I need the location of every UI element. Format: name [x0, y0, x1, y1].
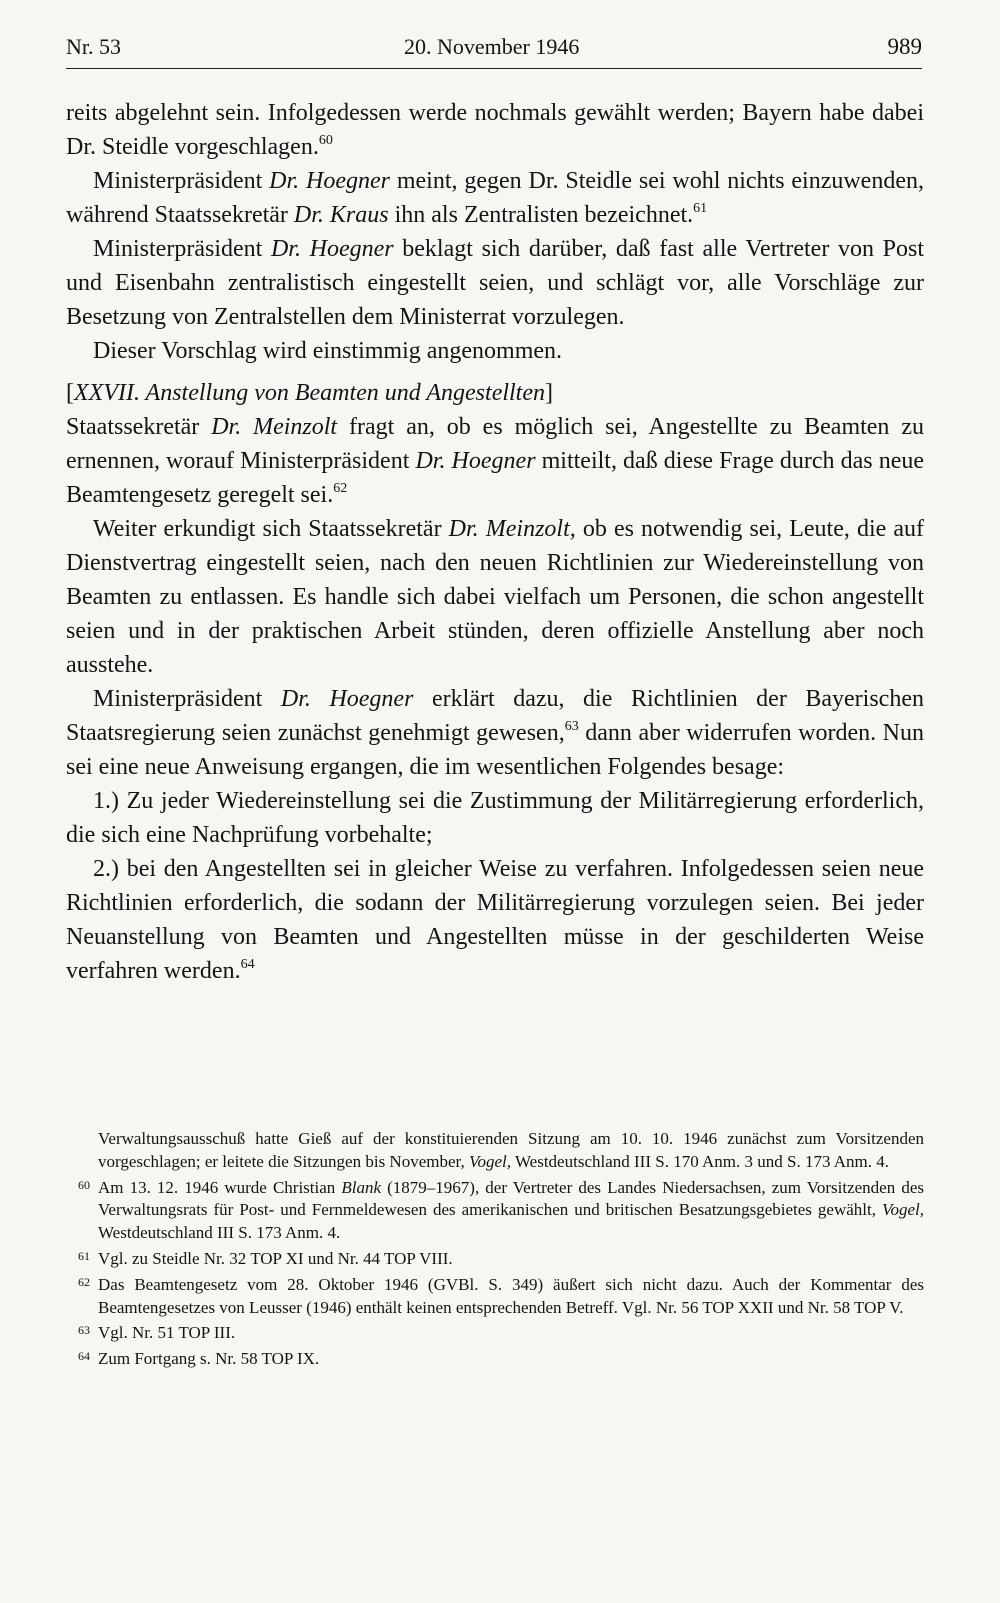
paragraph: Ministerpräsident Dr. Hoegner meint, gegen Dr. Steidle sei wohl nichts einzuwenden, während Staatssekretär Dr. Kraus ihn als Zentralisten bezeichnet.$^{61}$ — [66, 168, 924, 228]
footnote-continuation: Verwaltungsausschuß hatte Gieß auf der konstituierenden Sitzung am 10. 10. 1946 zunächst zum Vorsitzenden vorgeschlagen; er leitete die Sitzungen bis November, Vogel, Westdeutschland III S. 170 Anm. 3 und S. 173 Anm. 4. — [98, 1129, 924, 1171]
footnote-61: 61 Vgl. zu Steidle Nr. 32 TOP XI und Nr. 44 TOP VIII. — [66, 1248, 924, 1271]
person-name: Dr. Hoegner — [415, 448, 536, 474]
person-name: Dr. Meinzolt — [211, 414, 338, 440]
person-name: Dr. Hoegner — [269, 168, 390, 194]
list-item: 1.) Zu jeder Wiedereinstellung sei die Zustimmung der Militärregierung erforderlich, die sich eine Nachprüfung vorbehalte; — [66, 788, 924, 848]
footnote-ref: 62 — [333, 481, 348, 496]
list-item: 2.) bei den Angestellten sei in gleicher Weise zu verfahren. Infolgedessen seien neue Richtlinien erforderlich, die sodann der Militärregierung vorzulegen seien. Bei jeder Neuanstellung von Beamten und Angestellten müsse in der geschilderten Weise verfahren werden.$^{64}$ — [66, 856, 924, 984]
person-name: Dr. Hoegner — [270, 236, 394, 262]
footnote-number: 63 — [78, 1323, 90, 1338]
footnote-ref: 64 — [240, 957, 255, 972]
paragraph: Ministerpräsident Dr. Hoegner beklagt sich darüber, daß fast alle Vertreter von Post und Eisenbahn zentralistisch eingestellt seien, und schlägt vor, alle Vorschläge zur Besetzung von Zentralstellen dem Ministerrat vorzulegen. — [66, 236, 924, 330]
paragraph: Dieser Vorschlag wird einstimmig angenommen. — [93, 338, 563, 364]
paragraph: Staatssekretär Dr. Meinzolt fragt an, ob es möglich sei, Angestellte zu Beamten zu ernennen, worauf Ministerpräsident Dr. Hoegner mitteilt, daß diese Frage durch das neue Beamtengesetz geregelt sei.$^{62}$ — [66, 414, 924, 508]
footnote-64: 64 Zum Fortgang s. Nr. 58 TOP IX. — [66, 1348, 924, 1371]
footnotes — [66, 1128, 924, 1374]
footnote-ref: 61 — [693, 201, 708, 216]
footnote-number: 60 — [78, 1177, 90, 1192]
footnote-62: 62 Das Beamtengesetz vom 28. Oktober 1946 (GVBl. S. 349) äußert sich nicht dazu. Auch der Kommentar des Beamtengesetzes von Leusser (1946) enthält keinen entsprechenden Betreff. Vgl. Nr. 56 TOP XXII und Nr. 58 TOP V. — [66, 1274, 924, 1320]
person-name: Dr. Hoegner — [280, 686, 414, 712]
footnote-60: 60 Am 13. 12. 1946 wurde Christian Blank (1879–1967), der Vertreter des Landes Niedersachsen, zum Vorsitzenden des Verwaltungsrats für Post- und Fernmeldewesen des amerikanischen und britischen Besatzungsgebietes gewählt, Vogel, Westdeutschland III S. 173 Anm. 4. — [66, 1177, 924, 1245]
header-date: 20. November 1946 — [404, 34, 580, 59]
footnote-number: 62 — [78, 1274, 90, 1289]
paragraph: Ministerpräsident Dr. Hoegner erklärt dazu, die Richtlinien der Bayerischen Staatsregierung seien zunächst genehmigt gewesen,$^{63}$ dann aber widerrufen worden. Nun sei eine neue Anweisung ergangen, die im wesentlichen Folgendes besage: — [66, 686, 924, 780]
footnote-number: 64 — [78, 1349, 90, 1364]
person-name: Dr. Kraus — [293, 202, 389, 228]
section-heading: [XXVII. Anstellung von Beamten und Angestellten] — [66, 380, 553, 406]
running-header — [66, 32, 922, 69]
footnote-ref: 63 — [564, 719, 579, 734]
paragraph: reits abgelehnt sein. Infolgedessen werde nochmals gewählt werden; Bayern habe dabei Dr. Steidle vorgeschlagen.$^{60}$ — [66, 100, 924, 160]
footnote-number: 61 — [78, 1248, 90, 1263]
page-number: 989 — [887, 34, 922, 59]
footnote-63: 63 Vgl. Nr. 51 TOP III. — [66, 1322, 924, 1345]
main-text — [66, 96, 924, 988]
footnote-ref: 60 — [318, 133, 333, 148]
issue-number: Nr. 53 — [66, 34, 121, 59]
paragraph: Weiter erkundigt sich Staatssekretär Dr. Meinzolt, ob es notwendig sei, Leute, die auf Dienstvertrag eingestellt seien, nach den neuen Richtlinien zur Wiedereinstellung von Beamten zu entlassen. Es handle sich dabei vielfach um Personen, die schon angestellt seien und in der praktischen Arbeit stünden, deren offizielle Anstellung aber noch ausstehe. — [66, 516, 925, 678]
person-name: Dr. Meinzolt, — [448, 516, 576, 542]
